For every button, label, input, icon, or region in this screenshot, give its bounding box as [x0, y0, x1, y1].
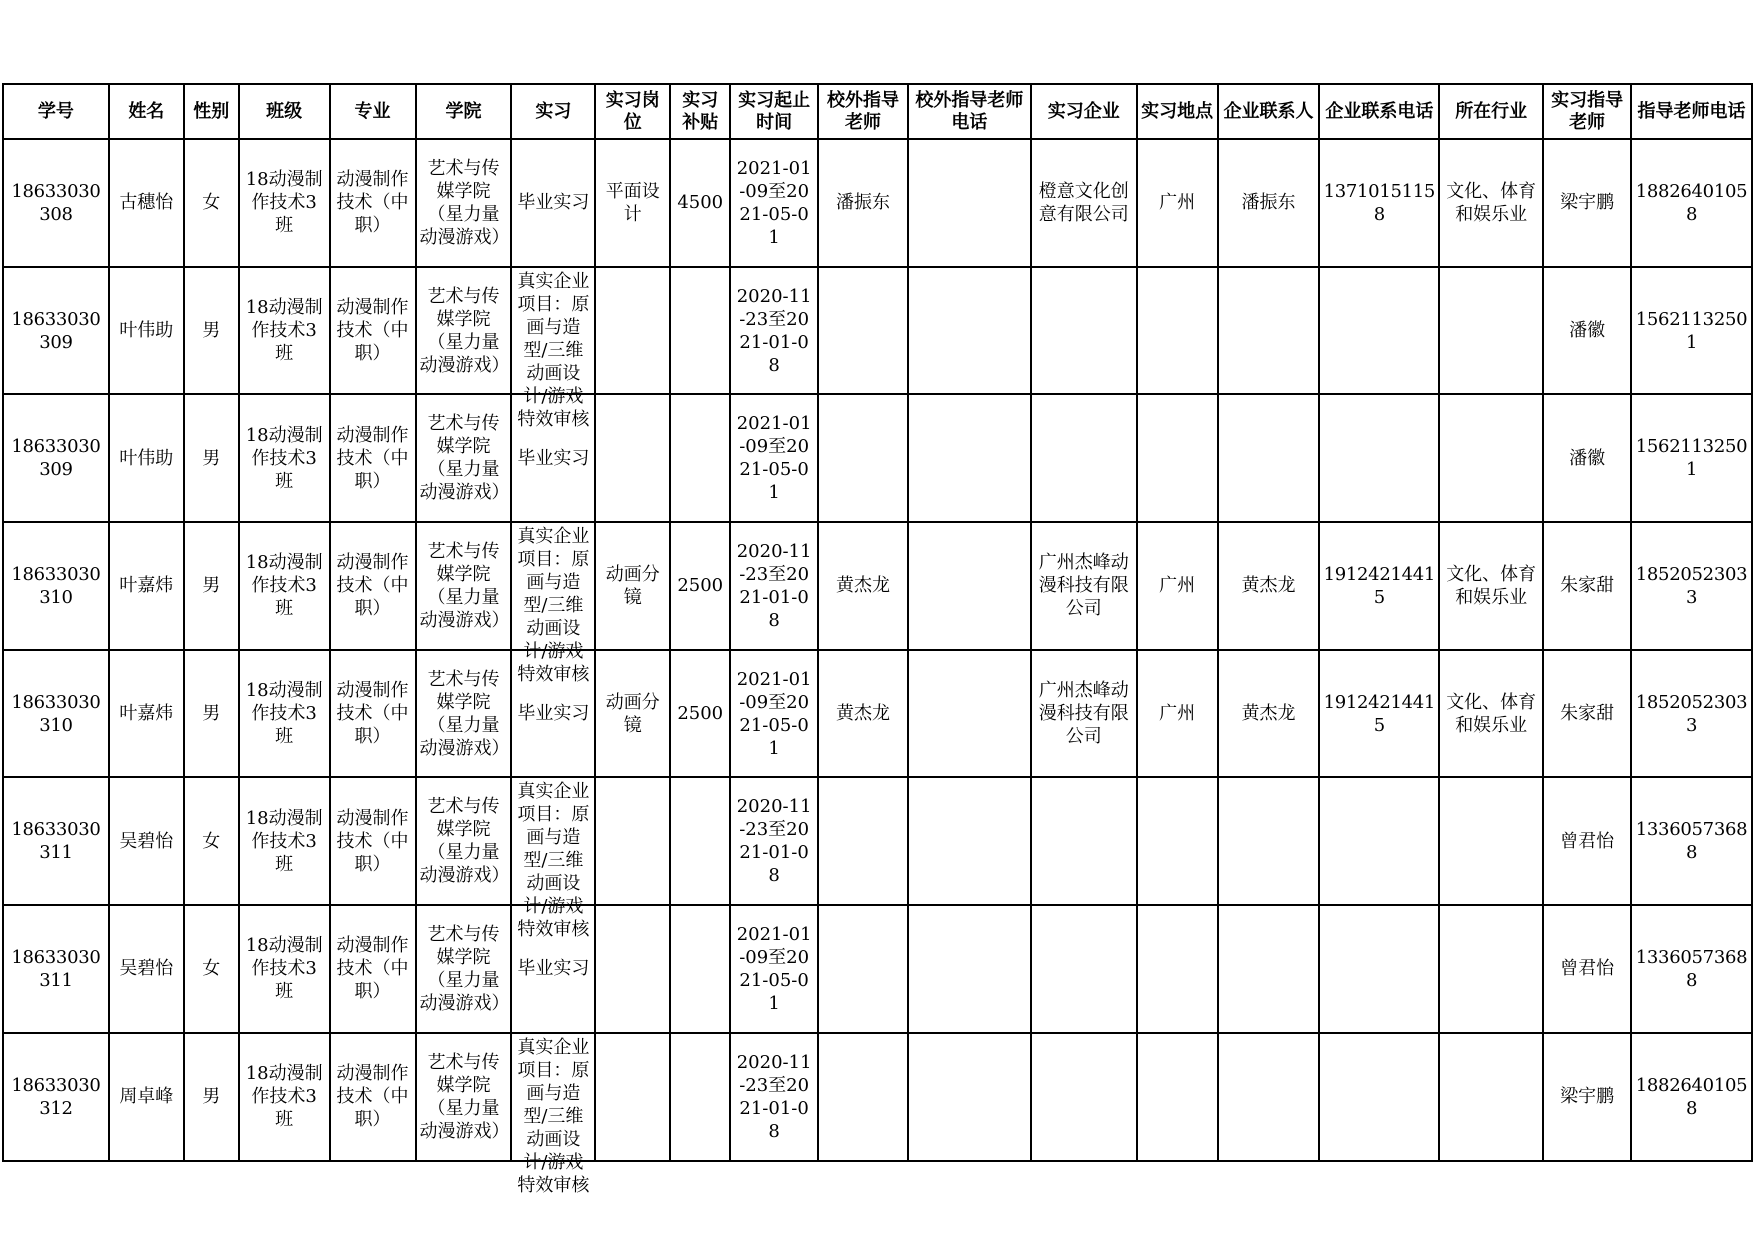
cell-text: 叶嘉炜: [119, 703, 174, 725]
cell-text: 2020-11-23至2021-01-08: [736, 1051, 812, 1142]
cell-text: 潘徽: [1569, 447, 1606, 469]
column-header-class: 班级: [239, 84, 330, 139]
cell-company-contact: [1218, 1033, 1320, 1161]
cell-subsidy: [670, 139, 730, 267]
cell-text: 黄杰龙: [836, 703, 891, 725]
cell-text: 男: [202, 320, 221, 342]
cell-text: 艺术与传媒学院（星力量动漫游戏）: [419, 413, 510, 504]
cell-internship-tutor: [1543, 394, 1631, 522]
cell-text: 艺术与传媒学院（星力量动漫游戏）: [419, 796, 510, 887]
cell-student-id: [3, 777, 109, 905]
cell-tutor-phone: [1631, 394, 1752, 522]
column-header-college: 学院: [416, 84, 512, 139]
table-row: [3, 905, 1752, 1033]
cell-text: 18633030311: [11, 946, 101, 991]
cell-text: 2021-01-09至2021-05-01: [736, 157, 812, 248]
cell-company-phone: [1319, 1033, 1439, 1161]
cell-company-phone: [1319, 905, 1439, 1033]
cell-major: [330, 777, 416, 905]
cell-text: 18633030310: [11, 691, 101, 736]
cell-position: [595, 394, 670, 522]
cell-major: [330, 650, 416, 778]
cell-company-phone: [1319, 777, 1439, 905]
cell-name: [109, 522, 184, 650]
cell-industry: [1439, 394, 1543, 522]
cell-period: [730, 777, 818, 905]
cell-gender: [184, 139, 239, 267]
cell-internship-tutor: [1543, 777, 1631, 905]
column-header-gender: 性别: [184, 84, 239, 139]
column-header-position: 实习岗位: [595, 84, 670, 139]
cell-class: [239, 394, 330, 522]
cell-text: 动漫制作技术（中职）: [336, 552, 409, 620]
cell-text: 动画分镜: [605, 563, 660, 608]
cell-external-tutor: [818, 1033, 908, 1161]
cell-industry: [1439, 267, 1543, 395]
cell-company-phone: [1319, 650, 1439, 778]
cell-external-tutor: [818, 394, 908, 522]
cell-gender: [184, 394, 239, 522]
cell-text: 18826401058: [1635, 1074, 1748, 1119]
cell-text: 曾君怡: [1560, 958, 1615, 980]
cell-text: 周卓峰: [119, 1086, 174, 1108]
cell-student-id: [3, 905, 109, 1033]
table-row: [3, 394, 1752, 522]
cell-period: [730, 394, 818, 522]
cell-text: 潘振东: [836, 192, 891, 214]
cell-company-phone: [1319, 394, 1439, 522]
cell-text: 男: [202, 703, 221, 725]
cell-gender: [184, 777, 239, 905]
cell-position: [595, 905, 670, 1033]
cell-location: [1137, 394, 1218, 522]
cell-text: 19124214415: [1323, 563, 1436, 608]
cell-tutor-phone: [1631, 522, 1752, 650]
cell-text: 18动漫制作技术3班: [245, 1063, 323, 1131]
cell-text: 18动漫制作技术3班: [245, 169, 323, 237]
cell-text: 15621132501: [1635, 436, 1748, 481]
cell-text: 真实企业项目：原画与造型/三维动画设计/游戏特效审核: [517, 270, 590, 430]
cell-college: [416, 650, 512, 778]
cell-text: 文化、体育和娱乐业: [1446, 180, 1537, 225]
cell-text: 真实企业项目：原画与造型/三维动画设计/游戏特效审核: [517, 781, 590, 941]
cell-company: [1031, 777, 1137, 905]
cell-text: 动画分镜: [605, 691, 660, 736]
cell-name: [109, 139, 184, 267]
cell-text: 艺术与传媒学院（星力量动漫游戏）: [419, 157, 510, 248]
cell-name: [109, 905, 184, 1033]
cell-class: [239, 650, 330, 778]
table-row: [3, 139, 1752, 267]
cell-text: 18633030309: [11, 436, 101, 481]
cell-major: [330, 1033, 416, 1161]
column-header-location: 实习地点: [1137, 84, 1218, 139]
cell-text: 橙意文化创意有限公司: [1038, 180, 1129, 225]
column-header-external-tutor: 校外指导老师: [818, 84, 908, 139]
cell-company: [1031, 1033, 1137, 1161]
cell-text: 叶伟助: [119, 447, 174, 469]
cell-company-contact: [1218, 139, 1320, 267]
cell-industry: [1439, 1033, 1543, 1161]
cell-external-tutor: [818, 522, 908, 650]
column-header-internship-tutor: 实习指导老师: [1543, 84, 1631, 139]
cell-text: 毕业实习: [517, 958, 590, 980]
cell-company-contact: [1218, 905, 1320, 1033]
column-header-industry: 所在行业: [1439, 84, 1543, 139]
cell-internship-tutor: [1543, 522, 1631, 650]
cell-text: 叶嘉炜: [119, 575, 174, 597]
cell-position: [595, 650, 670, 778]
cell-internship-tutor: [1543, 905, 1631, 1033]
cell-industry: [1439, 650, 1543, 778]
cell-text: 毕业实习: [517, 192, 590, 214]
cell-text: 18633030310: [11, 563, 101, 608]
cell-internship: [511, 1033, 595, 1196]
cell-internship-tutor: [1543, 650, 1631, 778]
cell-gender: [184, 1033, 239, 1161]
cell-text: 18动漫制作技术3班: [245, 424, 323, 492]
cell-text: 动漫制作技术（中职）: [336, 1063, 409, 1131]
cell-location: [1137, 905, 1218, 1033]
cell-text: 2020-11-23至2021-01-08: [736, 796, 812, 887]
cell-text: 18动漫制作技术3班: [245, 680, 323, 748]
cell-text: 15621132501: [1635, 308, 1748, 353]
cell-class: [239, 905, 330, 1033]
cell-text: 文化、体育和娱乐业: [1446, 691, 1537, 736]
cell-text: 19124214415: [1323, 691, 1436, 736]
cell-text: 动漫制作技术（中职）: [336, 424, 409, 492]
cell-text: 2021-01-09至2021-05-01: [736, 413, 812, 504]
cell-subsidy: [670, 394, 730, 522]
cell-company-contact: [1218, 777, 1320, 905]
cell-class: [239, 267, 330, 395]
cell-external-tutor: [818, 777, 908, 905]
cell-text: 动漫制作技术（中职）: [336, 680, 409, 748]
cell-external-tutor: [818, 905, 908, 1033]
table-body: [3, 139, 1752, 1196]
cell-text: 18633030308: [11, 180, 101, 225]
cell-text: 广州: [1159, 192, 1196, 214]
column-header-company-phone: 企业联系电话: [1319, 84, 1439, 139]
cell-tutor-phone: [1631, 267, 1752, 395]
cell-subsidy: [670, 777, 730, 905]
cell-text: 毕业实习: [517, 447, 590, 469]
cell-text: 男: [202, 447, 221, 469]
cell-text: 13360573688: [1635, 946, 1748, 991]
cell-text: 吴碧怡: [119, 830, 174, 852]
cell-student-id: [3, 650, 109, 778]
cell-class: [239, 777, 330, 905]
column-header-name: 姓名: [109, 84, 184, 139]
cell-text: 潘振东: [1241, 192, 1296, 214]
cell-college: [416, 267, 512, 395]
cell-industry: [1439, 777, 1543, 905]
cell-text: 广州: [1159, 703, 1196, 725]
cell-internship-tutor: [1543, 267, 1631, 395]
cell-text: 2500: [677, 703, 724, 725]
cell-period: [730, 267, 818, 395]
cell-text: 动漫制作技术（中职）: [336, 935, 409, 1003]
cell-external-tutor-phone: [908, 650, 1031, 778]
cell-text: 女: [202, 830, 221, 852]
cell-text: 朱家甜: [1560, 703, 1615, 725]
cell-gender: [184, 267, 239, 395]
column-header-tutor-phone: 指导老师电话: [1631, 84, 1752, 139]
cell-period: [730, 522, 818, 650]
cell-name: [109, 650, 184, 778]
cell-gender: [184, 650, 239, 778]
column-header-external-tutor-phone: 校外指导老师电话: [908, 84, 1031, 139]
cell-text: 18826401058: [1635, 180, 1748, 225]
cell-text: 18520523033: [1635, 691, 1748, 736]
cell-text: 18633030311: [11, 819, 101, 864]
cell-text: 动漫制作技术（中职）: [336, 807, 409, 875]
cell-external-tutor: [818, 650, 908, 778]
cell-text: 朱家甜: [1560, 575, 1615, 597]
cell-major: [330, 394, 416, 522]
cell-internship: [511, 777, 595, 941]
cell-subsidy: [670, 1033, 730, 1161]
cell-text: 黄杰龙: [836, 575, 891, 597]
cell-text: 广州杰峰动漫科技有限公司: [1038, 680, 1129, 748]
cell-external-tutor-phone: [908, 139, 1031, 267]
cell-company-contact: [1218, 394, 1320, 522]
cell-class: [239, 139, 330, 267]
cell-college: [416, 905, 512, 1033]
cell-text: 动漫制作技术（中职）: [336, 297, 409, 365]
cell-text: 潘徽: [1569, 320, 1606, 342]
cell-college: [416, 1033, 512, 1161]
cell-text: 动漫制作技术（中职）: [336, 169, 409, 237]
cell-period: [730, 1033, 818, 1161]
cell-student-id: [3, 267, 109, 395]
cell-name: [109, 267, 184, 395]
cell-text: 女: [202, 958, 221, 980]
cell-tutor-phone: [1631, 139, 1752, 267]
cell-company-phone: [1319, 267, 1439, 395]
table-row: [3, 522, 1752, 650]
cell-location: [1137, 1033, 1218, 1161]
column-header-student-id: 学号: [3, 84, 109, 139]
column-header-internship: 实习: [511, 84, 595, 139]
cell-external-tutor-phone: [908, 905, 1031, 1033]
cell-subsidy: [670, 650, 730, 778]
cell-text: 梁宇鹏: [1560, 192, 1615, 214]
cell-text: 女: [202, 192, 221, 214]
cell-text: 艺术与传媒学院（星力量动漫游戏）: [419, 923, 510, 1014]
cell-internship: [511, 267, 595, 430]
cell-text: 18520523033: [1635, 563, 1748, 608]
cell-student-id: [3, 394, 109, 522]
cell-text: 艺术与传媒学院（星力量动漫游戏）: [419, 668, 510, 759]
cell-text: 13710151158: [1323, 180, 1436, 225]
cell-company: [1031, 905, 1137, 1033]
cell-text: 广州: [1159, 575, 1196, 597]
cell-text: 艺术与传媒学院（星力量动漫游戏）: [419, 540, 510, 631]
cell-period: [730, 905, 818, 1033]
cell-company-contact: [1218, 267, 1320, 395]
cell-class: [239, 1033, 330, 1161]
cell-position: [595, 522, 670, 650]
cell-external-tutor-phone: [908, 522, 1031, 650]
cell-college: [416, 394, 512, 522]
cell-text: 平面设计: [605, 180, 660, 225]
cell-internship-tutor: [1543, 1033, 1631, 1161]
cell-text: 黄杰龙: [1241, 703, 1296, 725]
column-header-subsidy: 实习补贴: [670, 84, 730, 139]
cell-major: [330, 905, 416, 1033]
cell-external-tutor-phone: [908, 394, 1031, 522]
cell-text: 曾君怡: [1560, 830, 1615, 852]
cell-major: [330, 522, 416, 650]
cell-internship: [511, 522, 595, 685]
column-header-company: 实习企业: [1031, 84, 1137, 139]
cell-text: 2021-01-09至2021-05-01: [736, 668, 812, 759]
cell-position: [595, 139, 670, 267]
cell-tutor-phone: [1631, 777, 1752, 905]
cell-text: 13360573688: [1635, 819, 1748, 864]
cell-text: 真实企业项目：原画与造型/三维动画设计/游戏特效审核: [517, 525, 590, 685]
cell-gender: [184, 905, 239, 1033]
cell-subsidy: [670, 267, 730, 395]
cell-company: [1031, 267, 1137, 395]
cell-text: 艺术与传媒学院（星力量动漫游戏）: [419, 285, 510, 376]
cell-text: 2500: [677, 575, 724, 597]
cell-location: [1137, 522, 1218, 650]
cell-text: 叶伟助: [119, 320, 174, 342]
cell-text: 黄杰龙: [1241, 575, 1296, 597]
cell-college: [416, 777, 512, 905]
table-row: [3, 1033, 1752, 1161]
header-row: [3, 84, 1752, 139]
cell-tutor-phone: [1631, 650, 1752, 778]
cell-tutor-phone: [1631, 905, 1752, 1033]
cell-industry: [1439, 905, 1543, 1033]
cell-name: [109, 394, 184, 522]
cell-external-tutor: [818, 139, 908, 267]
cell-text: 艺术与传媒学院（星力量动漫游戏）: [419, 1051, 510, 1142]
cell-text: 2020-11-23至2021-01-08: [736, 540, 812, 631]
cell-internship-tutor: [1543, 139, 1631, 267]
cell-internship: [511, 139, 595, 267]
cell-location: [1137, 267, 1218, 395]
cell-position: [595, 777, 670, 905]
cell-location: [1137, 650, 1218, 778]
cell-name: [109, 1033, 184, 1161]
cell-text: 18633030312: [11, 1074, 101, 1119]
cell-text: 18动漫制作技术3班: [245, 807, 323, 875]
cell-text: 18动漫制作技术3班: [245, 552, 323, 620]
cell-student-id: [3, 1033, 109, 1161]
internship-table: [2, 83, 1753, 1196]
cell-text: 梁宇鹏: [1560, 1086, 1615, 1108]
cell-subsidy: [670, 522, 730, 650]
cell-name: [109, 777, 184, 905]
cell-college: [416, 522, 512, 650]
cell-external-tutor-phone: [908, 1033, 1031, 1161]
cell-company: [1031, 394, 1137, 522]
cell-class: [239, 522, 330, 650]
cell-external-tutor-phone: [908, 267, 1031, 395]
cell-gender: [184, 522, 239, 650]
cell-college: [416, 139, 512, 267]
cell-text: 吴碧怡: [119, 958, 174, 980]
cell-text: 2020-11-23至2021-01-08: [736, 285, 812, 376]
cell-company-contact: [1218, 522, 1320, 650]
cell-position: [595, 1033, 670, 1161]
cell-company-contact: [1218, 650, 1320, 778]
cell-text: 文化、体育和娱乐业: [1446, 563, 1537, 608]
cell-external-tutor-phone: [908, 777, 1031, 905]
cell-major: [330, 267, 416, 395]
cell-text: 真实企业项目：原画与造型/三维动画设计/游戏特效审核: [517, 1036, 590, 1196]
column-header-period: 实习起止时间: [730, 84, 818, 139]
cell-subsidy: [670, 905, 730, 1033]
cell-student-id: [3, 139, 109, 267]
cell-company: [1031, 522, 1137, 650]
cell-company: [1031, 139, 1137, 267]
cell-company: [1031, 650, 1137, 778]
cell-location: [1137, 777, 1218, 905]
cell-location: [1137, 139, 1218, 267]
table-row: [3, 267, 1752, 395]
cell-text: 古穗怡: [119, 192, 174, 214]
cell-text: 18动漫制作技术3班: [245, 297, 323, 365]
cell-period: [730, 139, 818, 267]
cell-industry: [1439, 139, 1543, 267]
table-row: [3, 650, 1752, 778]
cell-text: 男: [202, 1086, 221, 1108]
cell-student-id: [3, 522, 109, 650]
column-header-company-contact: 企业联系人: [1218, 84, 1320, 139]
cell-text: 2021-01-09至2021-05-01: [736, 923, 812, 1014]
cell-position: [595, 267, 670, 395]
cell-text: 18动漫制作技术3班: [245, 935, 323, 1003]
cell-external-tutor: [818, 267, 908, 395]
cell-text: 毕业实习: [517, 703, 590, 725]
cell-industry: [1439, 522, 1543, 650]
cell-text: 18633030309: [11, 308, 101, 353]
cell-major: [330, 139, 416, 267]
cell-company-phone: [1319, 139, 1439, 267]
cell-text: 男: [202, 575, 221, 597]
cell-text: 4500: [677, 192, 724, 214]
cell-text: 广州杰峰动漫科技有限公司: [1038, 552, 1129, 620]
cell-company-phone: [1319, 522, 1439, 650]
cell-tutor-phone: [1631, 1033, 1752, 1161]
column-header-major: 专业: [330, 84, 416, 139]
table-row: [3, 777, 1752, 905]
cell-period: [730, 650, 818, 778]
